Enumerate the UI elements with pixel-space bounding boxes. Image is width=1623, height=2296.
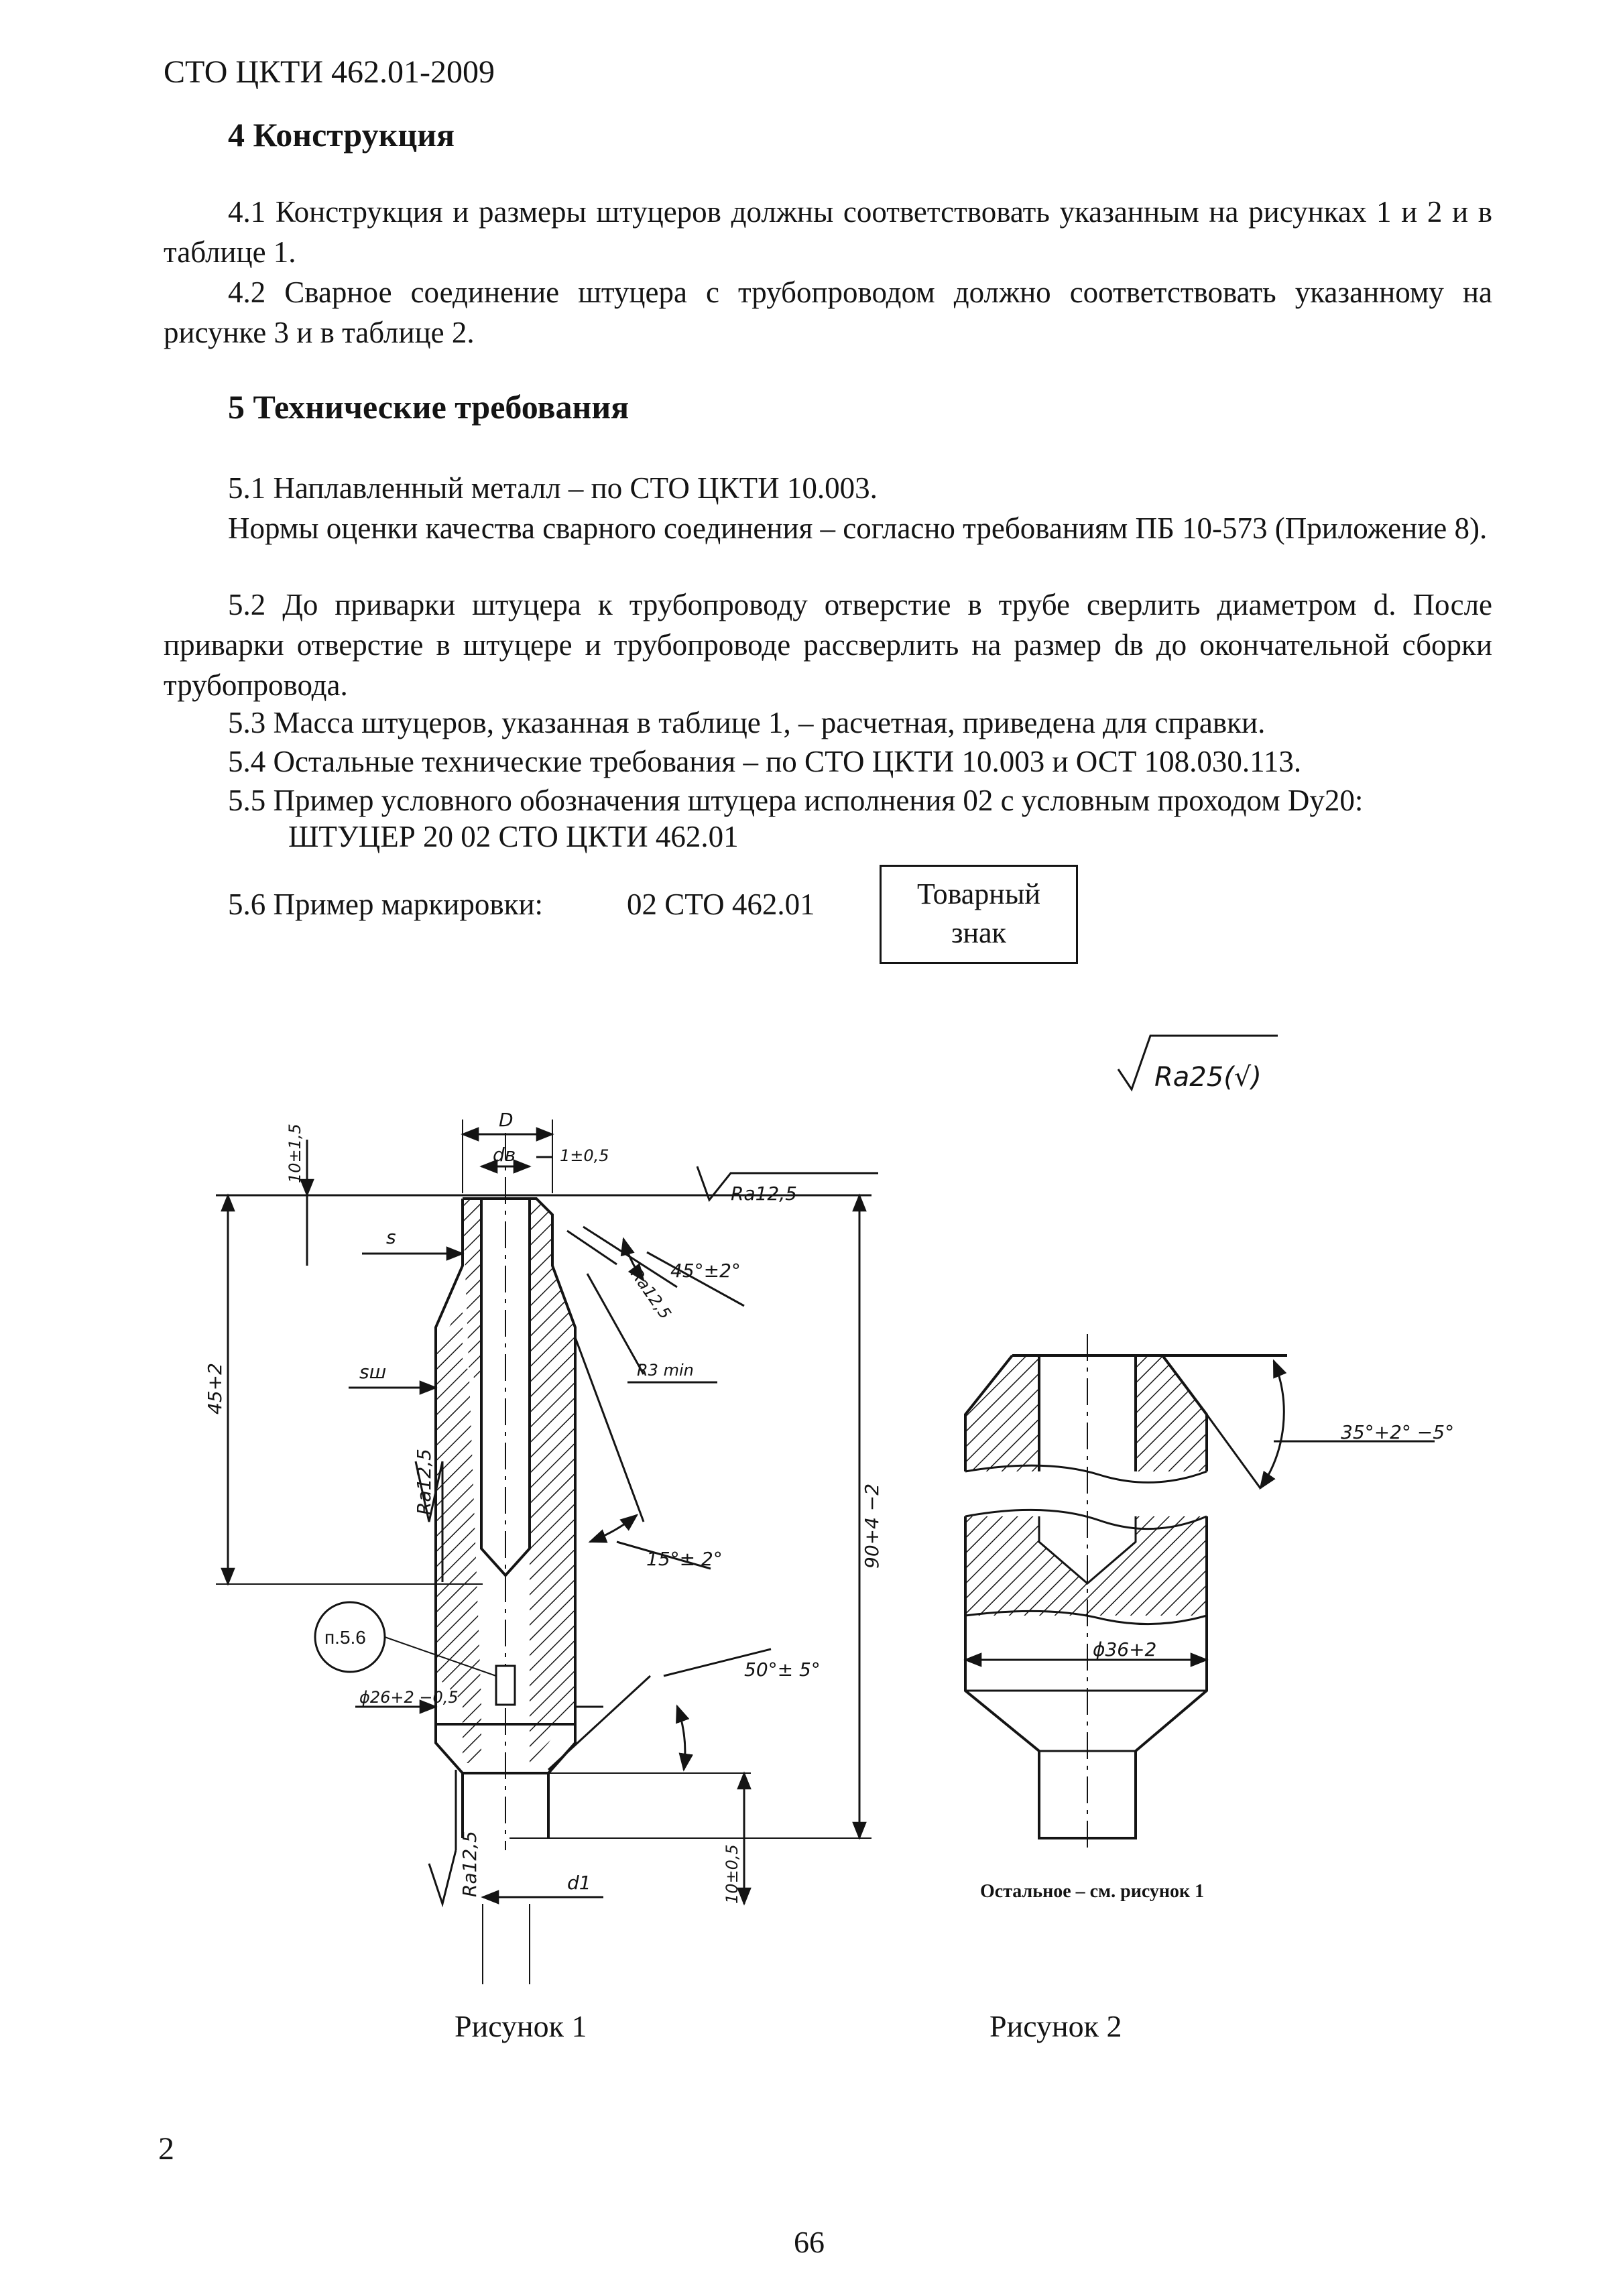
document-code: СТО ЦКТИ 462.01-2009 <box>164 54 495 90</box>
ra-chamfer: Ra12,5 <box>627 1265 675 1323</box>
paragraph-5-3: 5.3 Масса штуцеров, указанная в таблице 1, – расчетная, приведена для справки. <box>228 706 1266 739</box>
paragraph-4-1: 4.1 Конструкция и размеры штуцеров должны соответствовать указанным на рисунках 1 и 2 и в таблице 1. <box>164 195 1492 269</box>
ra-top: Ra12,5 <box>731 1183 797 1205</box>
fig2-top-hatch-left <box>965 1355 1039 1471</box>
paragraph-5-1-norms: Нормы оценки качества сварного соединения – согласно требованиям ПБ 10-573 (Приложение 8). <box>228 511 1488 545</box>
figure-1-drawing <box>216 1120 878 1984</box>
ref-5-6: п.5.6 <box>324 1627 366 1648</box>
figure-1-caption: Рисунок 1 <box>455 2009 587 2043</box>
dim-angle-15: 15°± 2° <box>646 1548 723 1570</box>
dim-dia-36: ϕ36+2 <box>1093 1638 1157 1660</box>
dim-dv: dв <box>493 1144 516 1166</box>
section-5-title: 5 Технические требования <box>228 388 629 426</box>
dim-angle-35: 35°+2° −5° <box>1341 1421 1455 1443</box>
dim-r3: R3 min <box>637 1361 694 1380</box>
marking-place <box>496 1666 515 1705</box>
paragraph-5-4: 5.4 Остальные технические требования – по СТО ЦКТИ 10.003 и ОСТ 108.030.113. <box>228 745 1302 778</box>
dim-bottom-10: 10±0,5 <box>723 1844 741 1904</box>
dim-s: s <box>386 1226 396 1248</box>
paragraph-5-5: 5.5 Пример условного обозначения штуцера исполнения 02 с условным проходом Dу20: <box>228 784 1364 817</box>
ra-side: Ra12,5 <box>413 1449 435 1515</box>
paragraph-5-1: 5.1 Наплавленный металл – по СТО ЦКТИ 10.003. <box>228 471 878 505</box>
marking-example-code: 02 СТО 462.01 <box>627 888 815 921</box>
figure-2-note: Остальное – см. рисунок 1 <box>980 1881 1205 1902</box>
dim-len-45: 45+2 <box>204 1363 226 1414</box>
trademark-line-2: знак <box>951 916 1006 949</box>
paragraph-4-2: 4.2 Сварное соединение штуцера с трубопроводом должно соответствовать указанному на рисунке 3 и в таблице 2. <box>164 276 1492 349</box>
marking-example-label: 5.6 Пример маркировки: <box>228 888 544 921</box>
surface-mark-ra25: Ra25(√) <box>1154 1062 1262 1093</box>
ra-bottom: Ra12,5 <box>459 1831 481 1897</box>
dim-dia-26: ϕ26+2 −0,5 <box>359 1688 459 1707</box>
dim-D: D <box>499 1109 514 1131</box>
designation-example: ШТУЦЕР 20 02 СТО ЦКТИ 462.01 <box>288 820 739 853</box>
dim-sw: sш <box>359 1361 387 1383</box>
section-4-title: 4 Конструкция <box>228 116 455 154</box>
trademark-line-1: Товарный <box>917 878 1040 910</box>
figure-2-labels <box>980 1062 1454 1902</box>
dim-d1: d1 <box>567 1872 591 1894</box>
dim-angle-50: 50°± 5° <box>744 1658 821 1681</box>
body-hatch-right <box>530 1199 575 1763</box>
paragraph-5-2: 5.2 До приварки штуцера к трубопроводу отверстие в трубе сверлить диаметром d. После приварки отверстие в штуцере и трубопроводе рассверлить на размер dв до окончательной сборки трубопровода. <box>164 588 1492 702</box>
fig2-top-hatch-right <box>1136 1355 1207 1471</box>
page-number: 66 <box>794 2225 825 2259</box>
dim-top-10: 10±1,5 <box>286 1124 304 1183</box>
dim-len-90: 90+4 −2 <box>861 1483 883 1569</box>
left-page-number: 2 <box>158 2131 174 2167</box>
dim-angle-45: 45°±2° <box>670 1260 741 1282</box>
figure-2-caption: Рисунок 2 <box>989 2009 1122 2043</box>
dim-tol-1: 1±0,5 <box>560 1146 609 1165</box>
